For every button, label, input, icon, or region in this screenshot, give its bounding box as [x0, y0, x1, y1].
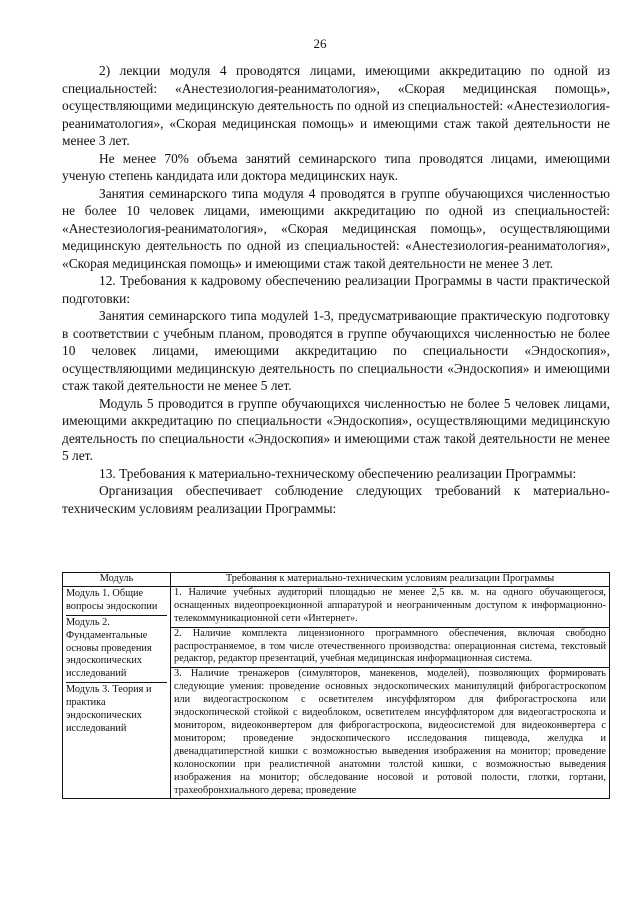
requirement-3: 3. Наличие тренажеров (симуляторов, манекенов, моделей), позволяющих формировать следующие умения: проведение основных эндоскопических манипуляций фиброгастроскопом или видеогастроскопом с осветителем инсуффлятором для фиброгастроскопа или эндоскопической стойкой с видеоблоком, осветителем инсуффлятором для видеогастроскопа и монитором, видеоконвертером для фиброгастроскопа, видеосистемой для видеоконвертера с монитором; проведение эндоскопического исследования пищевода, желудка и двенадцатиперстной кишки с возможностью выведения изображения на монитор; проведение колоноскопии при реалистичной анатомии толстой кишки, с возможностью выведения изображения на монитор; обследование носовой и ротовой полости, глотки, гортани, трахеобронхиального дерева; проведение: [174, 668, 606, 796]
table-row: [63, 586, 610, 799]
paragraph-module-5: Модуль 5 проводится в группе обучающихся численностью не более 5 человек лицами, имеющими аккредитацию по специальности «Эндоскопия», осуществляющими медицинскую деятельность по специальности «Эндоскопия» и имеющими стаж такой деятельности не менее 5 лет.: [62, 395, 610, 463]
paragraph-section-13-heading: 13. Требования к материально-техническому обеспечению реализации Программы:: [99, 465, 577, 481]
module-1: Модуль 1. Общие вопросы эндоскопии: [66, 587, 167, 616]
module-cell: [63, 586, 171, 799]
module-2: Модуль 2. Фундаментальные основы проведения эндоскопических исследований: [66, 616, 167, 684]
requirement-1: 1. Наличие учебных аудиторий площадью не менее 2,5 кв. м. на одного обучающегося, оснащенных видеопроекционной аппаратурой и неограниченным доступом к информационно-телекоммуникационной сети «Интернет».: [171, 587, 609, 628]
header-module: Модуль: [63, 573, 171, 587]
paragraph-lectures-module-4: 2) лекции модуля 4 проводятся лицами, имеющими аккредитацию по одной из специальностей: «Анестезиология-реаниматология», «Скорая медицинская помощь», осуществляющими медицинскую деятельность по одной из специальностей: «Анестезиология-реаниматология», «Скорая медицинская помощь» и имеющими стаж такой деятельности не менее 3 лет.: [62, 63, 610, 148]
header-requirements: Требования к материально-техническим условиям реализации Программы: [171, 573, 610, 587]
document-body: [62, 62, 610, 517]
page-number: 26: [313, 36, 327, 51]
paragraph-seminar-modules-1-3: Занятия семинарского типа модулей 1-3, предусматривающие практическую подготовку в соответствии с учебным планом, проводятся в группе обучающихся численностью не более 10 человек лицами, имеющими аккредитацию по специальности «Эндоскопия», осуществляющими медицинскую деятельность по специальности «Эндоскопия» и имеющими стаж такой деятельности не менее 5 лет.: [62, 308, 610, 393]
paragraph-seminar-degree: Не менее 70% объема занятий семинарского типа проводятся лицами, имеющими ученую степень кандидата или доктора медицинских наук.: [62, 150, 610, 183]
module-3: Модуль 3. Теория и практика эндоскопических исследований: [66, 684, 152, 734]
requirement-2: 2. Наличие комплекта лицензионного программного обеспечения, включая свободно распространяемое, в том числе отечественного производства: операционная система, текстовый редактор, редактор презентаций, учебная медицинская информационная система.: [171, 628, 609, 669]
paragraph-section-12-heading: 12. Требования к кадровому обеспечению реализации Программы в части практической подготовки:: [62, 273, 610, 306]
requirements-cell: [171, 586, 610, 799]
paragraph-seminar-module-4: Занятия семинарского типа модуля 4 проводятся в группе обучающихся численностью не более 10 человек лицами, имеющими аккредитацию по одной из специальностей: «Анестезиология-реаниматология», «Скорая медицинская помощь», осуществляющими медицинскую деятельность по одной из специальностей: «Анестезиология-реаниматология», «Скорая медицинская помощь» и имеющими стаж такой деятельности не менее 3 лет.: [62, 185, 610, 271]
requirements-table: [62, 572, 610, 799]
table-header-row: [63, 573, 610, 587]
paragraph-organization-requirements: Организация обеспечивает соблюдение следующих требований к материально-техническим условиям реализации Программы:: [62, 483, 610, 516]
